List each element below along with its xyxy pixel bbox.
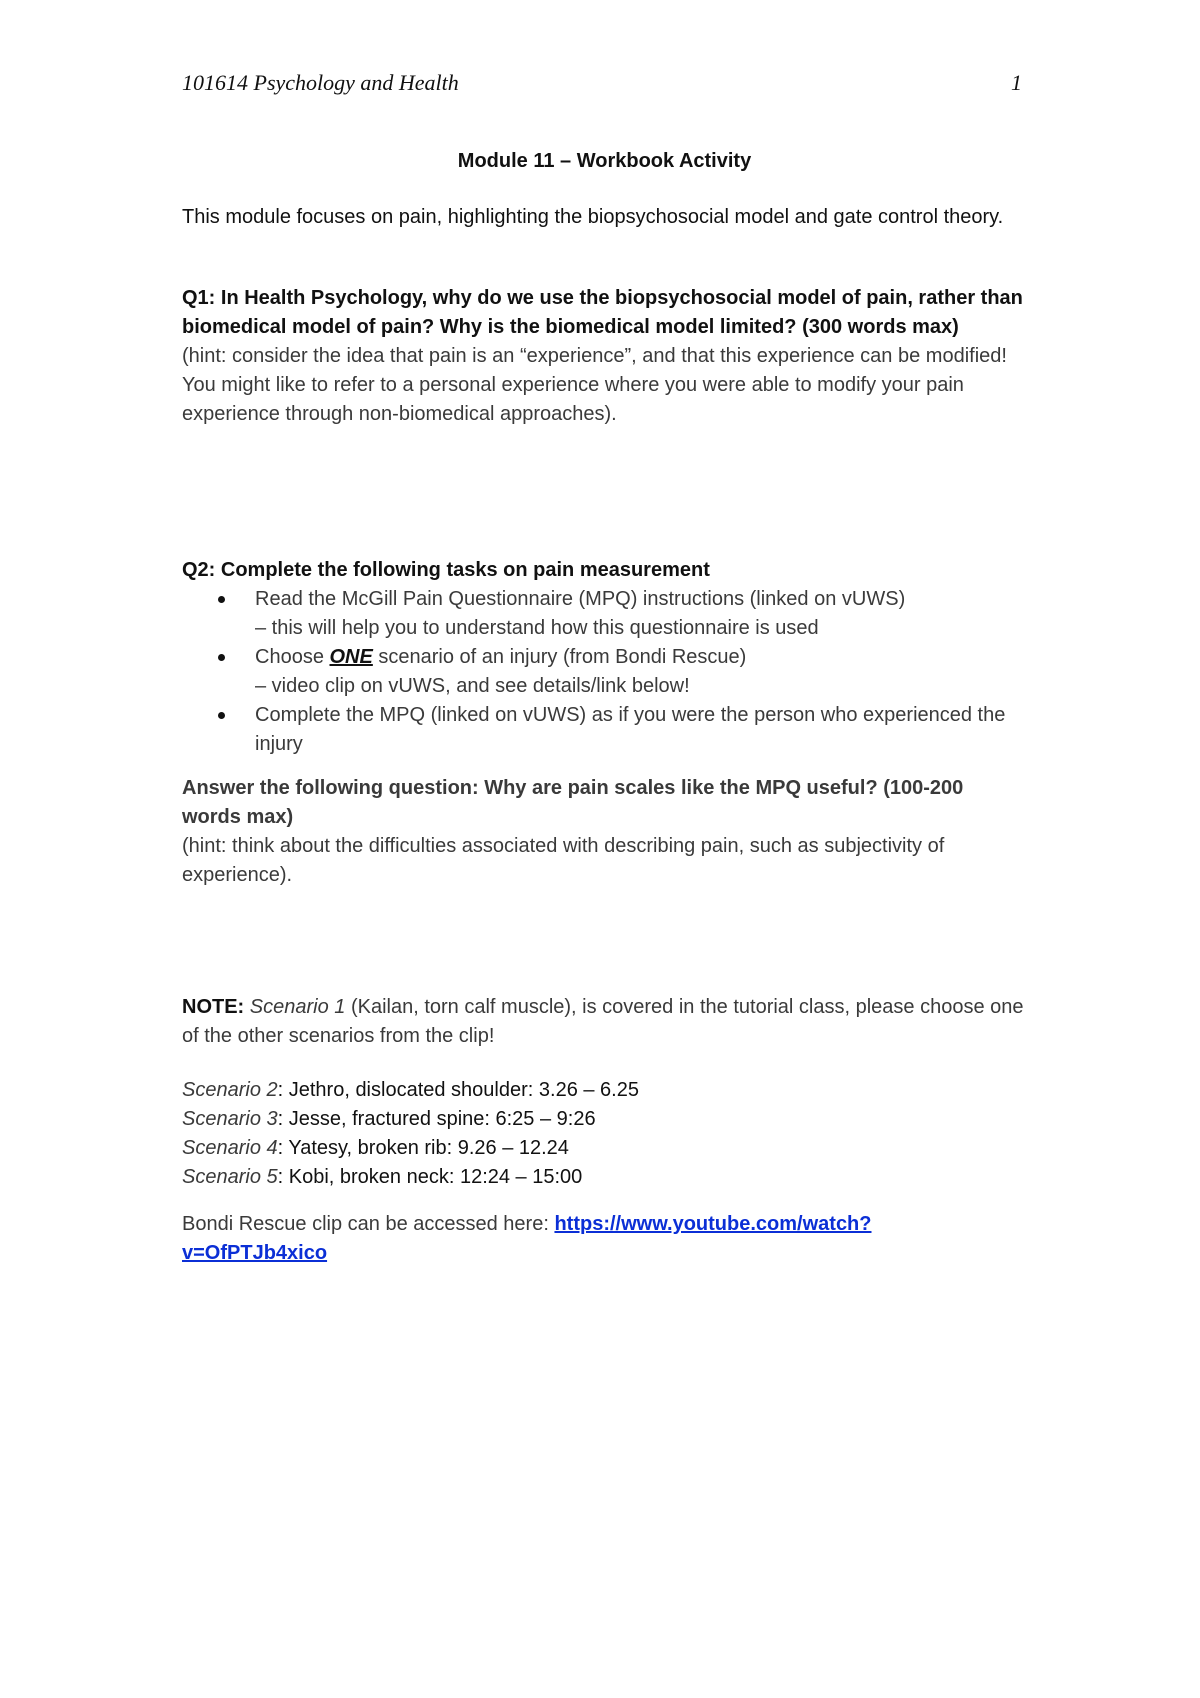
note-scenario-ref: Scenario 1 [249, 996, 346, 1018]
task-3-line1: Complete the MPQ (linked on vUWS) as if you were the person who experienced the injury [255, 704, 1006, 755]
course-title: 101614 Psychology and Health [182, 70, 459, 95]
module-title: Module 11 – Workbook Activity [457, 150, 752, 172]
list-item [182, 1163, 1027, 1192]
q2-heading: Q2: Complete the following tasks on pain measurement [182, 559, 710, 581]
q2-question-section [182, 774, 1027, 890]
list-item [182, 701, 1027, 759]
list-item [182, 585, 1027, 643]
q1-hint: (hint: consider the idea that pain is an “experience”, and that this experience can be modified! You might like to refer to a personal experience where you were able to modify your pain experience through non-biomedical approaches). [182, 345, 1007, 425]
page-number: 1 [1011, 70, 1022, 95]
scenario-detail: : Kobi, broken neck: 12:24 – 15:00 [277, 1166, 583, 1188]
task-2-line2: – video clip on vUWS, and see details/link below! [255, 675, 690, 697]
scenario-detail: : Yatesy, broken rib: 9.26 – 12.24 [277, 1137, 569, 1159]
list-item [182, 1134, 1027, 1163]
intro-text: This module focuses on pain, highlighting the biopsychosocial model and gate control theory. [182, 206, 1004, 228]
scenario-detail: : Jethro, dislocated shoulder: 3.26 – 6.25 [277, 1079, 639, 1101]
note-text: (Kailan, torn calf muscle), is covered in the tutorial class, please choose one of the other scenarios from the clip! [182, 996, 1024, 1047]
bullet-icon [218, 654, 225, 661]
note-section [182, 993, 1027, 1051]
list-item [182, 643, 1027, 701]
scenario-label: Scenario 2 [182, 1079, 278, 1101]
youtube-link-part2[interactable]: v=OfPTJb4xico [182, 1242, 328, 1264]
task-2-post: scenario of an injury (from Bondi Rescue) [372, 646, 747, 668]
task-2-emphasis: ONE [329, 646, 373, 668]
scenario-label: Scenario 3 [182, 1108, 278, 1130]
q2-question: Answer the following question: Why are pain scales like the MPQ useful? (100-200 words max) [182, 777, 964, 828]
q2-section [182, 556, 1027, 759]
youtube-link-part1[interactable]: https://www.youtube.com/watch? [554, 1213, 872, 1235]
task-list [182, 585, 1027, 759]
intro-paragraph [182, 203, 1027, 232]
scenario-label: Scenario 4 [182, 1137, 278, 1159]
page-header [182, 70, 1022, 102]
q1-question: Q1: In Health Psychology, why do we use the biopsychosocial model of pain, rather than biomedical model of pain? Why is the biomedical model limited? (300 words max) [182, 287, 1023, 338]
clip-text: Bondi Rescue clip can be accessed here: [182, 1213, 555, 1235]
bullet-icon [218, 712, 225, 719]
q1-section [182, 284, 1027, 429]
note-label: NOTE: [182, 996, 245, 1018]
task-1-line2: – this will help you to understand how this questionnaire is used [255, 617, 819, 639]
task-2-pre: Choose [255, 646, 330, 668]
scenario-detail: : Jesse, fractured spine: 6:25 – 9:26 [277, 1108, 596, 1130]
q2-hint: (hint: think about the difficulties associated with describing pain, such as subjectivity of experience). [182, 835, 945, 886]
scenario-list [182, 1076, 1027, 1192]
task-1-line1: Read the McGill Pain Questionnaire (MPQ) instructions (linked on vUWS) [255, 588, 906, 610]
clip-section [182, 1210, 1027, 1268]
list-item [182, 1076, 1027, 1105]
bullet-icon [218, 596, 225, 603]
list-item [182, 1105, 1027, 1134]
scenario-label: Scenario 5 [182, 1166, 278, 1188]
